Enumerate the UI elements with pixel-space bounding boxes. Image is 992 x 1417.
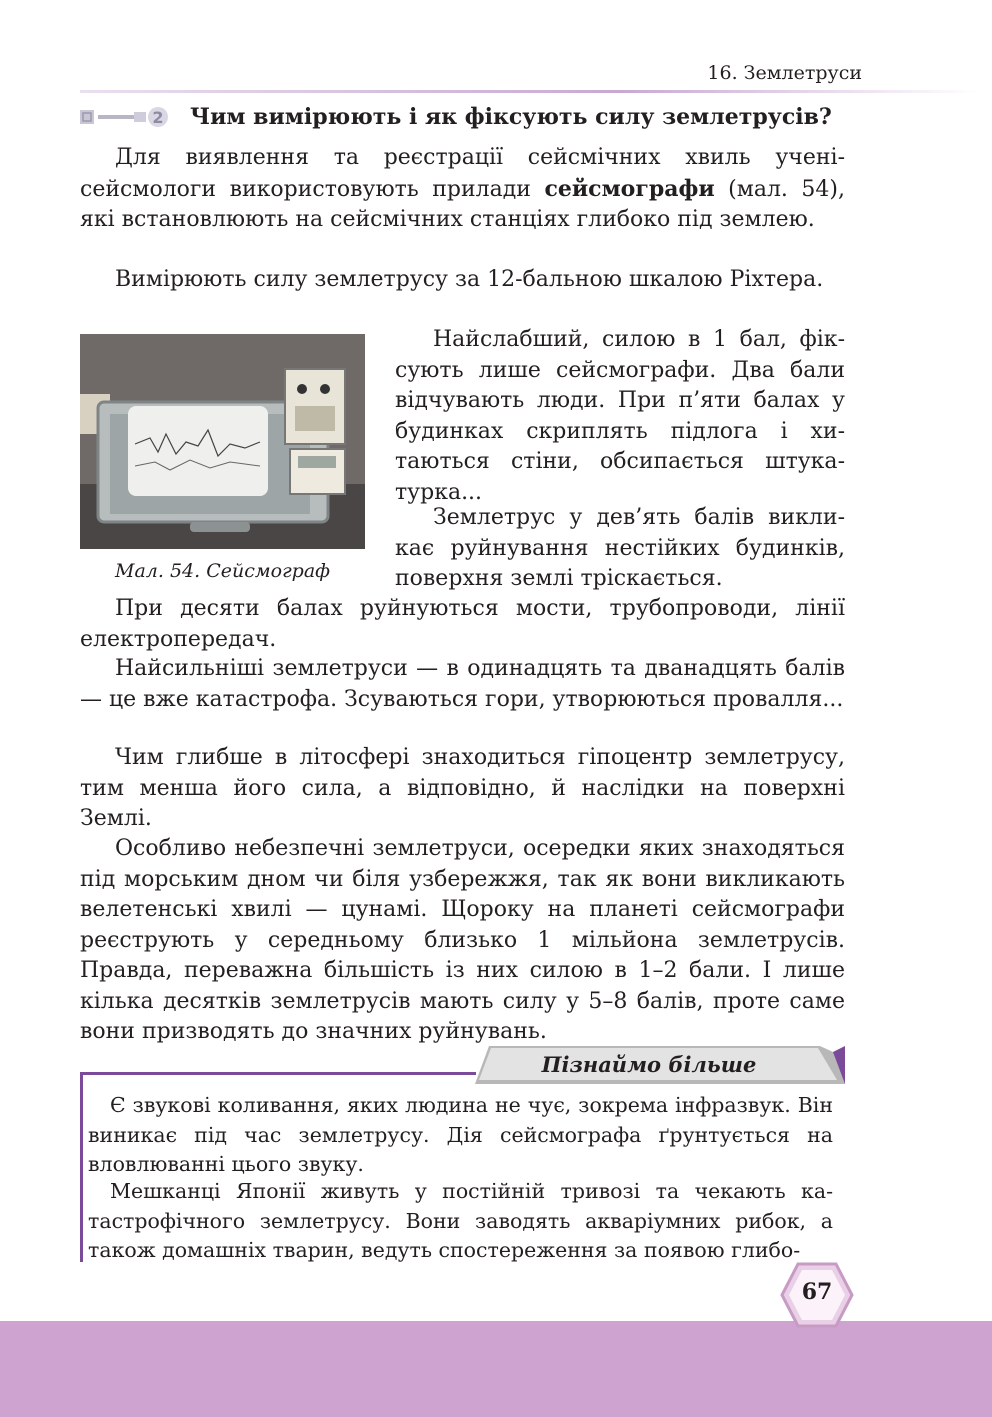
figure-seismograph-photo — [80, 334, 365, 549]
box-paragraph-infrasound: Є звукові коливання, яких людина не чує, зокрема інфразвук. Він виникає під час землетрусу. Дія сейсмографа ґрунтується на вловлюванні цього звуку. — [88, 1093, 833, 1176]
paragraph-weakest-quake: Найслабший, силою в 1 бал, фіксують лише сейсмографи. Два бали відчувають люди. При п’яти балах у будинках скриплять підлога і хитаються стіни, обсипається штукатурка... — [395, 327, 845, 505]
header-rule — [80, 90, 980, 93]
box-paragraph-japan: Мешканці Японії живуть у постійній тривозі та чекають катастрофічного землетрусу. Вони заводять акваріумних рибок, а також домашніх тварин, ведуть спостереження за появою глибо- — [88, 1179, 833, 1262]
paragraph-seismograph-intro: Для виявлення та реєстрації сейсмічних хвиль учені-сейсмологи використовують прилади сейсмографи (мал. 54), які встановлюють на сейсмічних станціях глибоко під землею. — [80, 145, 845, 232]
section-title: Чим вимірюють і як фіксують силу землетрусів? — [190, 104, 832, 130]
paragraph-richter-scale: Вимірюють силу землетрусу за 12-бальною шкалою Ріхтера. — [115, 267, 824, 292]
section-marker-icon — [80, 106, 170, 128]
footer-band — [0, 1321, 992, 1417]
know-more-label: Пізнаймо більше — [541, 1052, 757, 1077]
paragraph-tsunami: Особливо небезпечні землетруси, осередки яких знаходяться під морським дном чи біля узбережжя, так як вони викликають велетенські хвилі — цунамі. Щороку на планеті сейсмографи реєструють у середньому близько 1 мільйона землетрусів. Правда, переважна більшість із них силою в 1–2 бали. І лише кілька десятків землетрусів мають силу у 5–8 балів, проте саме вони призводять до значних руйнувань. — [80, 836, 845, 1044]
paragraph-strongest: Найсильніші землетруси — в одинадцять та дванадцять балів — це вже катастрофа. Зсуваються гори, утворюються провалля... — [80, 656, 845, 712]
section-number: 2 — [152, 108, 164, 127]
paragraph-hypocenter: Чим глибше в літосфері знаходиться гіпоцентр землетрусу, тим менша його сила, а відповідно, й наслідки на поверхні Землі. — [80, 745, 845, 831]
paragraph-nine-points: Землетрус у дев’ять балів викликає руйнування нестійких будинків, поверхня землі тріскається. — [395, 505, 845, 591]
figure-caption: Мал. 54. Сейсмограф — [115, 560, 331, 582]
term-seismographs: сейсмографи — [544, 175, 715, 202]
running-head: 16. Землетруси — [707, 62, 862, 84]
box-border-top — [80, 1072, 476, 1075]
page-number: 67 — [801, 1279, 833, 1305]
paragraph-ten-points: При десяти балах руйнуються мости, трубопроводи, лінії електропередач. — [80, 596, 845, 652]
seismograph-photo-icon — [80, 334, 365, 549]
box-border-left — [80, 1072, 83, 1262]
